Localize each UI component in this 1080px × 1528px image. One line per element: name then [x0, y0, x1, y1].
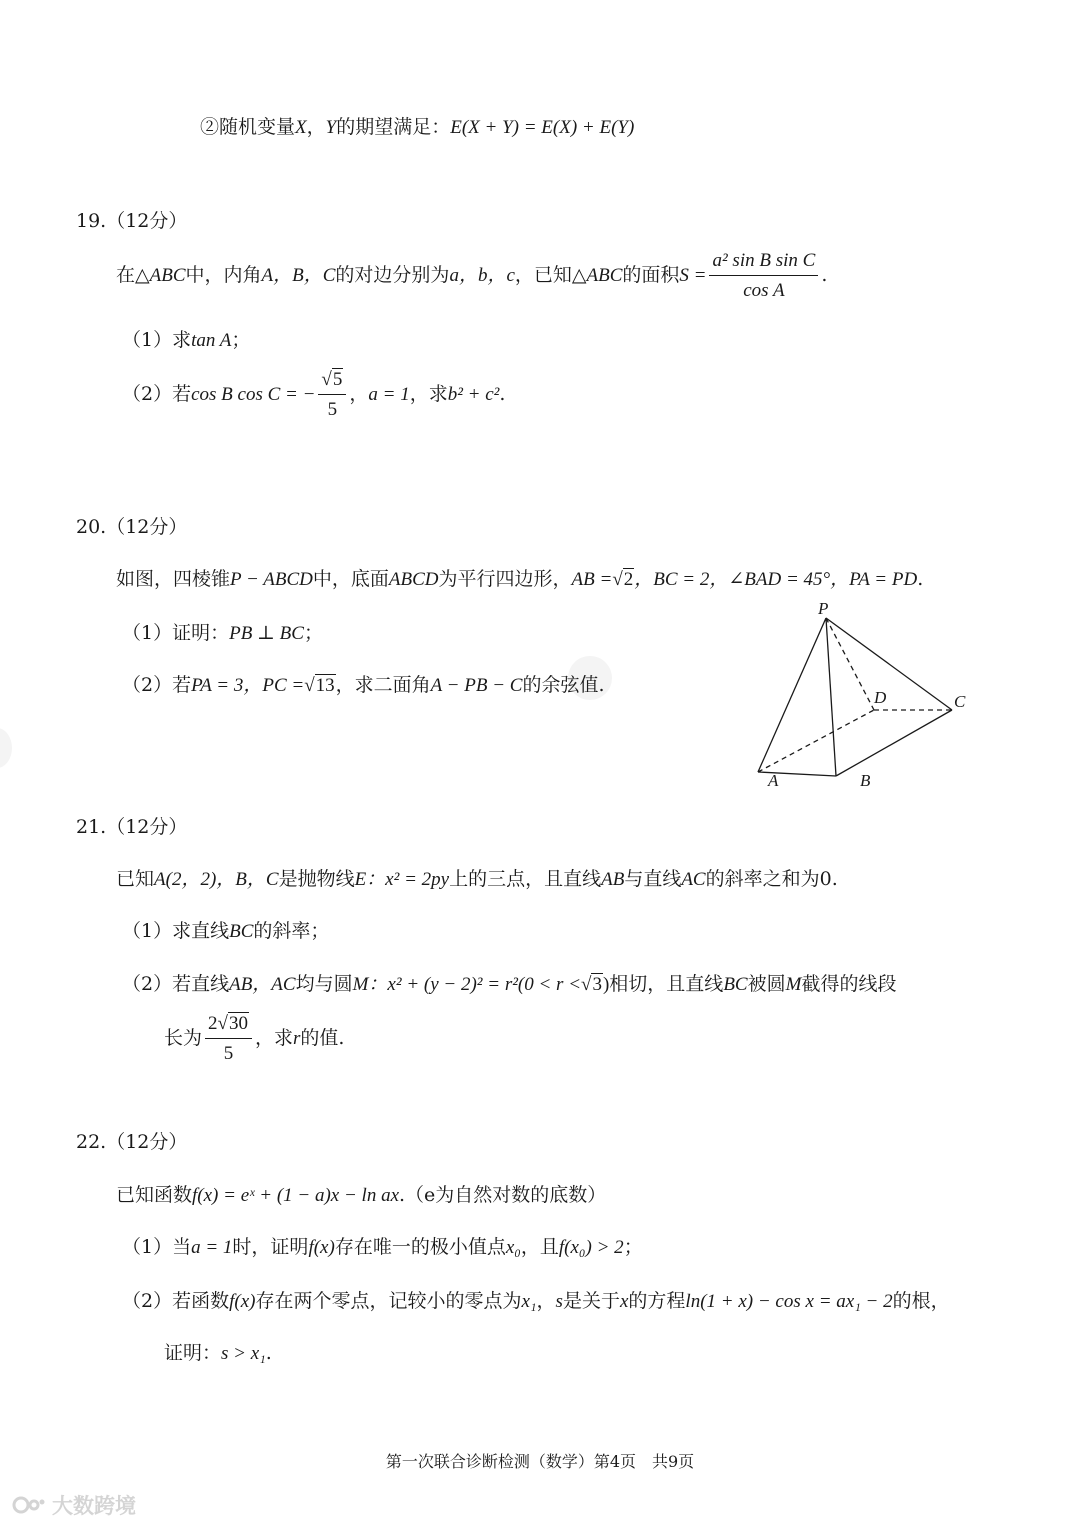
q19-part1: （1）求tan A； — [122, 329, 251, 351]
page-footer: 第一次联合诊断检测（数学）第4页 共9页 — [385, 1452, 695, 1471]
watermark — [12, 1490, 136, 1520]
label-P: P — [818, 599, 829, 618]
q19-header: 19.（12分） — [76, 210, 188, 232]
q20-stem: 如图，四棱锥P − ABCD中，底面ABCD为平行四边形，AB =√2，BC = 2，∠BAD = 45°，PA = PD. — [116, 566, 923, 593]
area-fraction: $\frac{\text{a² sin B sin C}}{\text{cos A}}$ — [709, 248, 818, 304]
edge-PB — [826, 618, 836, 776]
expectation-formula: E(X + Y) = E(X) + E(Y) — [450, 117, 635, 138]
edge-AD — [758, 710, 874, 772]
edge-PC — [826, 618, 952, 710]
q21-part1: （1）求直线BC的斜率； — [122, 920, 330, 942]
q22-part1: （1）当a = 1时，证明f(x)存在唯一的极小值点x₀，且f(x₀) > 2； — [122, 1236, 643, 1258]
sqrt-13: √13 — [304, 675, 335, 696]
sqrt-3: √3 — [581, 974, 602, 995]
q21-part2: （2）若直线AB，AC均与圆M：x² + (y − 2)² = r²(0 < r <√3)相切，且直线BC被圆M截得的线段 — [122, 971, 896, 998]
watermark-text: 大数跨境 — [52, 1494, 136, 1518]
q21-stem: 已知A(2，2)，B，C是抛物线E：x² = 2py上的三点，且直线AB与直线AC的斜率之和为0. — [116, 868, 838, 890]
q19-part2: （2）若cos B cos C = − $\frac{√5}{5}$ ，a = 1，求b² + c². — [122, 366, 505, 423]
chord-length-fraction: $\frac{2√30}{5}$ — [205, 1011, 252, 1067]
q20-header: 20.（12分） — [76, 516, 188, 538]
q22-part2: （2）若函数f(x)存在两个零点，记较小的零点为x₁，s是关于x的方程ln(1 + x) − cos x = ax₁ − 2的根， — [122, 1290, 950, 1312]
q19-stem: 在△ABC中，内角A，B，C的对边分别为a，b，c，已知△ABC的面积S = $\frac{\text{a² sin B sin C}}{\text{cos A}}$ . — [116, 247, 827, 304]
q22-header: 22.（12分） — [76, 1131, 188, 1153]
sqrt-2: √2 — [612, 569, 634, 590]
q22-stem: 已知函数f(x) = eˣ + (1 − a)x − ln ax.（e为自然对数的底数） — [116, 1184, 607, 1206]
sqrt5-over-5: $\frac{√5}{5}$ — [318, 367, 346, 423]
label-C: C — [954, 692, 966, 711]
q22-part2-line2: 证明：s > x₁. — [164, 1342, 272, 1364]
q21-header: 21.（12分） — [76, 816, 188, 838]
edge-PA — [758, 618, 826, 772]
watermark-logo-icon — [12, 1494, 46, 1516]
label-D: D — [874, 688, 887, 707]
edge-PD — [826, 618, 874, 710]
pyramid-figure — [740, 596, 980, 796]
scan-smudge — [0, 728, 12, 768]
q21-part2-line2: 长为 $\frac{2√30}{5}$ ，求r的值. — [164, 1010, 344, 1067]
edge-BC — [836, 710, 952, 776]
q18-item-2: ②随机变量X，Y的期望满足：E(X + Y) = E(X) + E(Y) — [200, 116, 635, 138]
label-B: B — [860, 771, 871, 790]
q20-part2: （2）若PA = 3，PC =√13，求二面角A − PB − C的余弦值. — [122, 672, 605, 699]
q20-part1: （1）证明：PB ⊥ BC； — [122, 622, 323, 644]
label-A: A — [768, 771, 779, 790]
